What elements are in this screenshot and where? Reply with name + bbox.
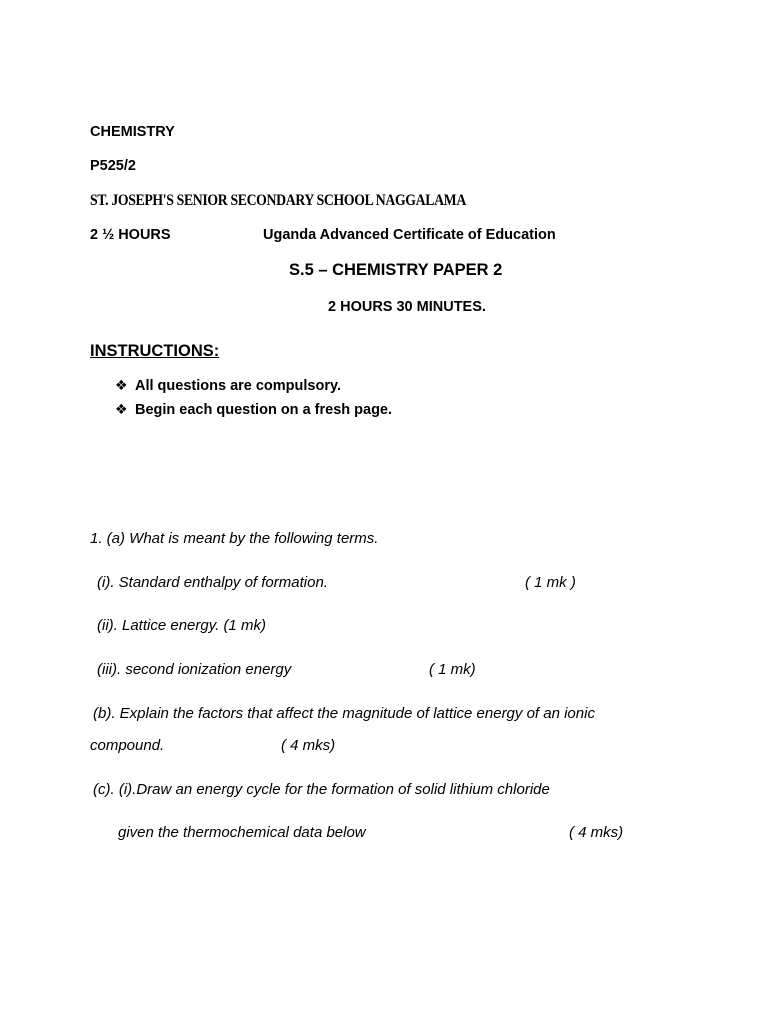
question-1a-i: (i). Standard enthalpy of formation.	[97, 574, 328, 591]
duration-short: 2 ½ HOURS	[90, 227, 171, 243]
instructions-heading: INSTRUCTIONS:	[90, 342, 220, 360]
instruction-item	[115, 401, 392, 418]
question-1b-marks: ( 4 mks)	[281, 737, 336, 754]
diamond-bullet-icon: ❖	[115, 401, 128, 417]
school-name: ST. JOSEPH'S SENIOR SECONDARY SCHOOL NAGGALAMA	[90, 192, 466, 209]
paper-title: S.5 – CHEMISTRY PAPER 2	[289, 261, 503, 279]
instruction-item	[115, 377, 341, 394]
instruction-text: Begin each question on a fresh page.	[135, 402, 393, 418]
certificate-title: Uganda Advanced Certificate of Education	[263, 227, 556, 243]
question-1b-line2: compound.	[90, 737, 165, 754]
question-1a-iii: (iii). second ionization energy	[97, 661, 292, 678]
paper-code: P525/2	[90, 158, 136, 174]
question-1a-iii-marks: ( 1 mk)	[429, 661, 476, 678]
question-1c-line2: given the thermochemical data below	[118, 824, 366, 841]
question-1b-line1: (b). Explain the factors that affect the magnitude of lattice energy of an ionic	[93, 705, 595, 722]
subject-label: CHEMISTRY	[90, 124, 175, 140]
question-1a-i-marks: ( 1 mk )	[525, 574, 576, 591]
diamond-bullet-icon: ❖	[115, 377, 128, 393]
question-1a-ii: (ii). Lattice energy. (1 mk)	[97, 617, 266, 634]
duration-long: 2 HOURS 30 MINUTES.	[328, 299, 486, 315]
instruction-text: All questions are compulsory.	[135, 378, 342, 394]
question-1c-line1: (c). (i).Draw an energy cycle for the formation of solid lithium chloride	[93, 781, 550, 798]
question-1c-marks: ( 4 mks)	[569, 824, 624, 841]
question-1a: 1. (a) What is meant by the following terms.	[90, 530, 379, 547]
